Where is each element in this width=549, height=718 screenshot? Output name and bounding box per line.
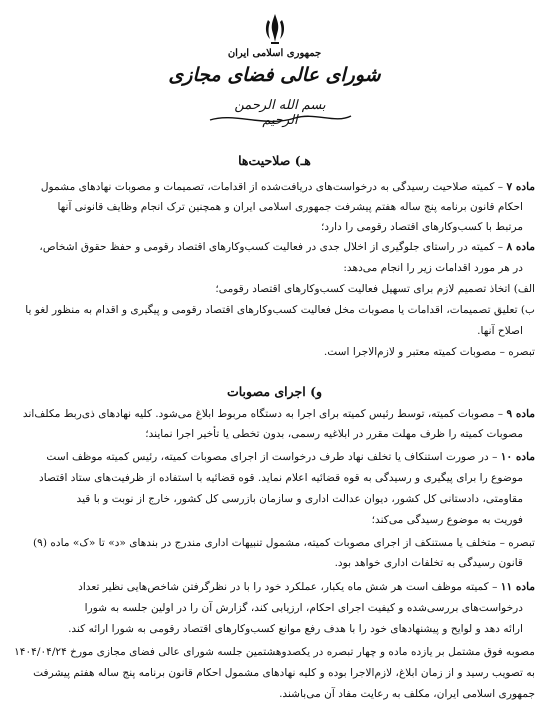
article-9-label: ماده ۹ [506, 408, 535, 420]
closing-line-2: به تصویب رسید و از زمان ابلاغ، لازم‌الاجرا بوده و کلیه نهادهای مشمول احکام قانون برنامه پنج ساله هفتم پیشرفت [33, 667, 535, 679]
article-10-note-2: قانون رسیدگی به تخلفات اداری خواهد بود. [334, 557, 523, 569]
article-11-text-1: – کمیته موظف است هر شش ماه یکبار، عملکرد خود را با در نظرگرفتن شاخص‌هایی نظیر تعداد [78, 581, 498, 593]
article-10-line-3: مقاومتی، دادستانی کل کشور، دیوان عدالت اداری و سازمان بازرسی کل کشور، خارج از نوبت و با قید [76, 493, 523, 505]
article-11-label: ماده ۱۱ [500, 581, 535, 593]
article-7-text-1: – کمیته صلاحیت رسیدگی به درخواست‌های دریافت‌شده از اقدامات، تصمیمات و مصوبات نهادهای مشمول [40, 181, 504, 193]
article-10-line-4: فوریت به موضوع رسیدگی می‌کند؛ [371, 514, 523, 526]
calligraphy-swash [205, 110, 355, 130]
closing-line-1: مصوبه فوق مشتمل بر یازده ماده و چهار تبصره در یکصدوهشتمین جلسه شورای عالی فضای مجازی مورخ ۱۴۰۴/۰۴/۲۴ [14, 646, 535, 658]
article-8-line-1 [39, 240, 535, 254]
article-8-note: تبصره – مصوبات کمیته معتبر و لازم‌الاجرا است. [323, 346, 535, 358]
article-11-line-1 [78, 580, 535, 594]
section-h-title: هـ) صلاحیت‌ها [238, 153, 311, 168]
article-10-text-1: – در صورت استنکاف یا تخلف نهاد طرف درخواست از اجرای مصوبات کمیته، رئیس کمیته موظف است [46, 451, 498, 463]
article-9-line-1 [23, 407, 535, 421]
article-9-line-2: مصوبات کمیته را ظرف مهلت مقرر در ابلاغیه رسمی، بدون تخطی یا تأخیر اجرا نمایند؛ [145, 428, 523, 440]
article-8-clause-a: الف) اتخاذ تصمیم لازم برای تسهیل فعالیت کسب‌وکارهای اقتصاد رقومی؛ [215, 283, 535, 295]
article-10-note-1: تبصره – متخلف یا مستنکف از اجرای مصوبات کمیته، مشمول تنبیهات اداری مندرج در بندهای «د» تا «ک» ماده (۹) [32, 537, 535, 549]
article-11-line-3: ارائه دهد و لوایح و پیشنهادهای خود را با هدف رفع موانع کسب‌وکارهای اقتصاد رقومی به شورا ارائه کند. [68, 623, 523, 635]
article-8-line-2: در هر مورد اقدامات زیر را انجام می‌دهد: [343, 262, 523, 274]
republic-title: جمهوری اسلامی ایران [227, 48, 322, 59]
article-8-clause-b-1: ب) تعلیق تصمیمات، اقدامات یا مصوبات مخل فعالیت کسب‌وکارهای اقتصاد رقومی و پیگیری و اقدام به منظور لغو یا [25, 304, 535, 316]
section-v-title: و) اجرای مصوبات [226, 384, 323, 399]
article-7-label: ماده ۷ [506, 181, 535, 193]
emblem-icon [262, 12, 288, 46]
article-7-line-2: احکام قانون برنامه پنج ساله هفتم پیشرفت جمهوری اسلامی ایران و همچنین ترک انجام وظایف قانونی آنها [57, 201, 523, 213]
article-7-line-3: مرتبط با کسب‌وکارهای اقتصاد رقومی را دارد؛ [320, 221, 523, 233]
bismillah: بسم الله الرحمن الرحیم [234, 98, 326, 128]
article-8-text-1: – کمیته در راستای جلوگیری از اخلال جدی در فعالیت کسب‌وکارهای اقتصاد رقومی و حفظ حقوق اشخاص، [39, 241, 504, 253]
article-10-label: ماده ۱۰ [500, 451, 535, 463]
article-9-text-1: – مصوبات کمیته، توسط رئیس کمیته برای اجرا به دستگاه مربوط ابلاغ می‌شود. کلیه نهادهای ذی‌ربط مکلف‌اند [22, 408, 504, 420]
article-8-label: ماده ۸ [506, 241, 535, 253]
closing-line-3: جمهوری اسلامی ایران، مکلف به رعایت مفاد آن می‌باشند. [279, 688, 535, 700]
article-10-line-1 [46, 450, 535, 464]
article-11-line-2: درخواست‌های بررسی‌شده و کیفیت اجرای احکام، ارزیابی کند، گزارش آن را در اولین جلسه به شورا [84, 602, 523, 614]
article-8-clause-b-2: اصلاح آنها. [477, 325, 523, 337]
article-10-line-2: موضوع را برای پیگیری و رسیدگی به قوه قضائیه اعلام نماید. قوه قضائیه با استفاده از ظرفیت‌های ستاد اقتصاد [39, 472, 523, 484]
article-7-line-1 [41, 180, 535, 194]
council-title: شورای عالی فضای مجازی [168, 64, 381, 86]
